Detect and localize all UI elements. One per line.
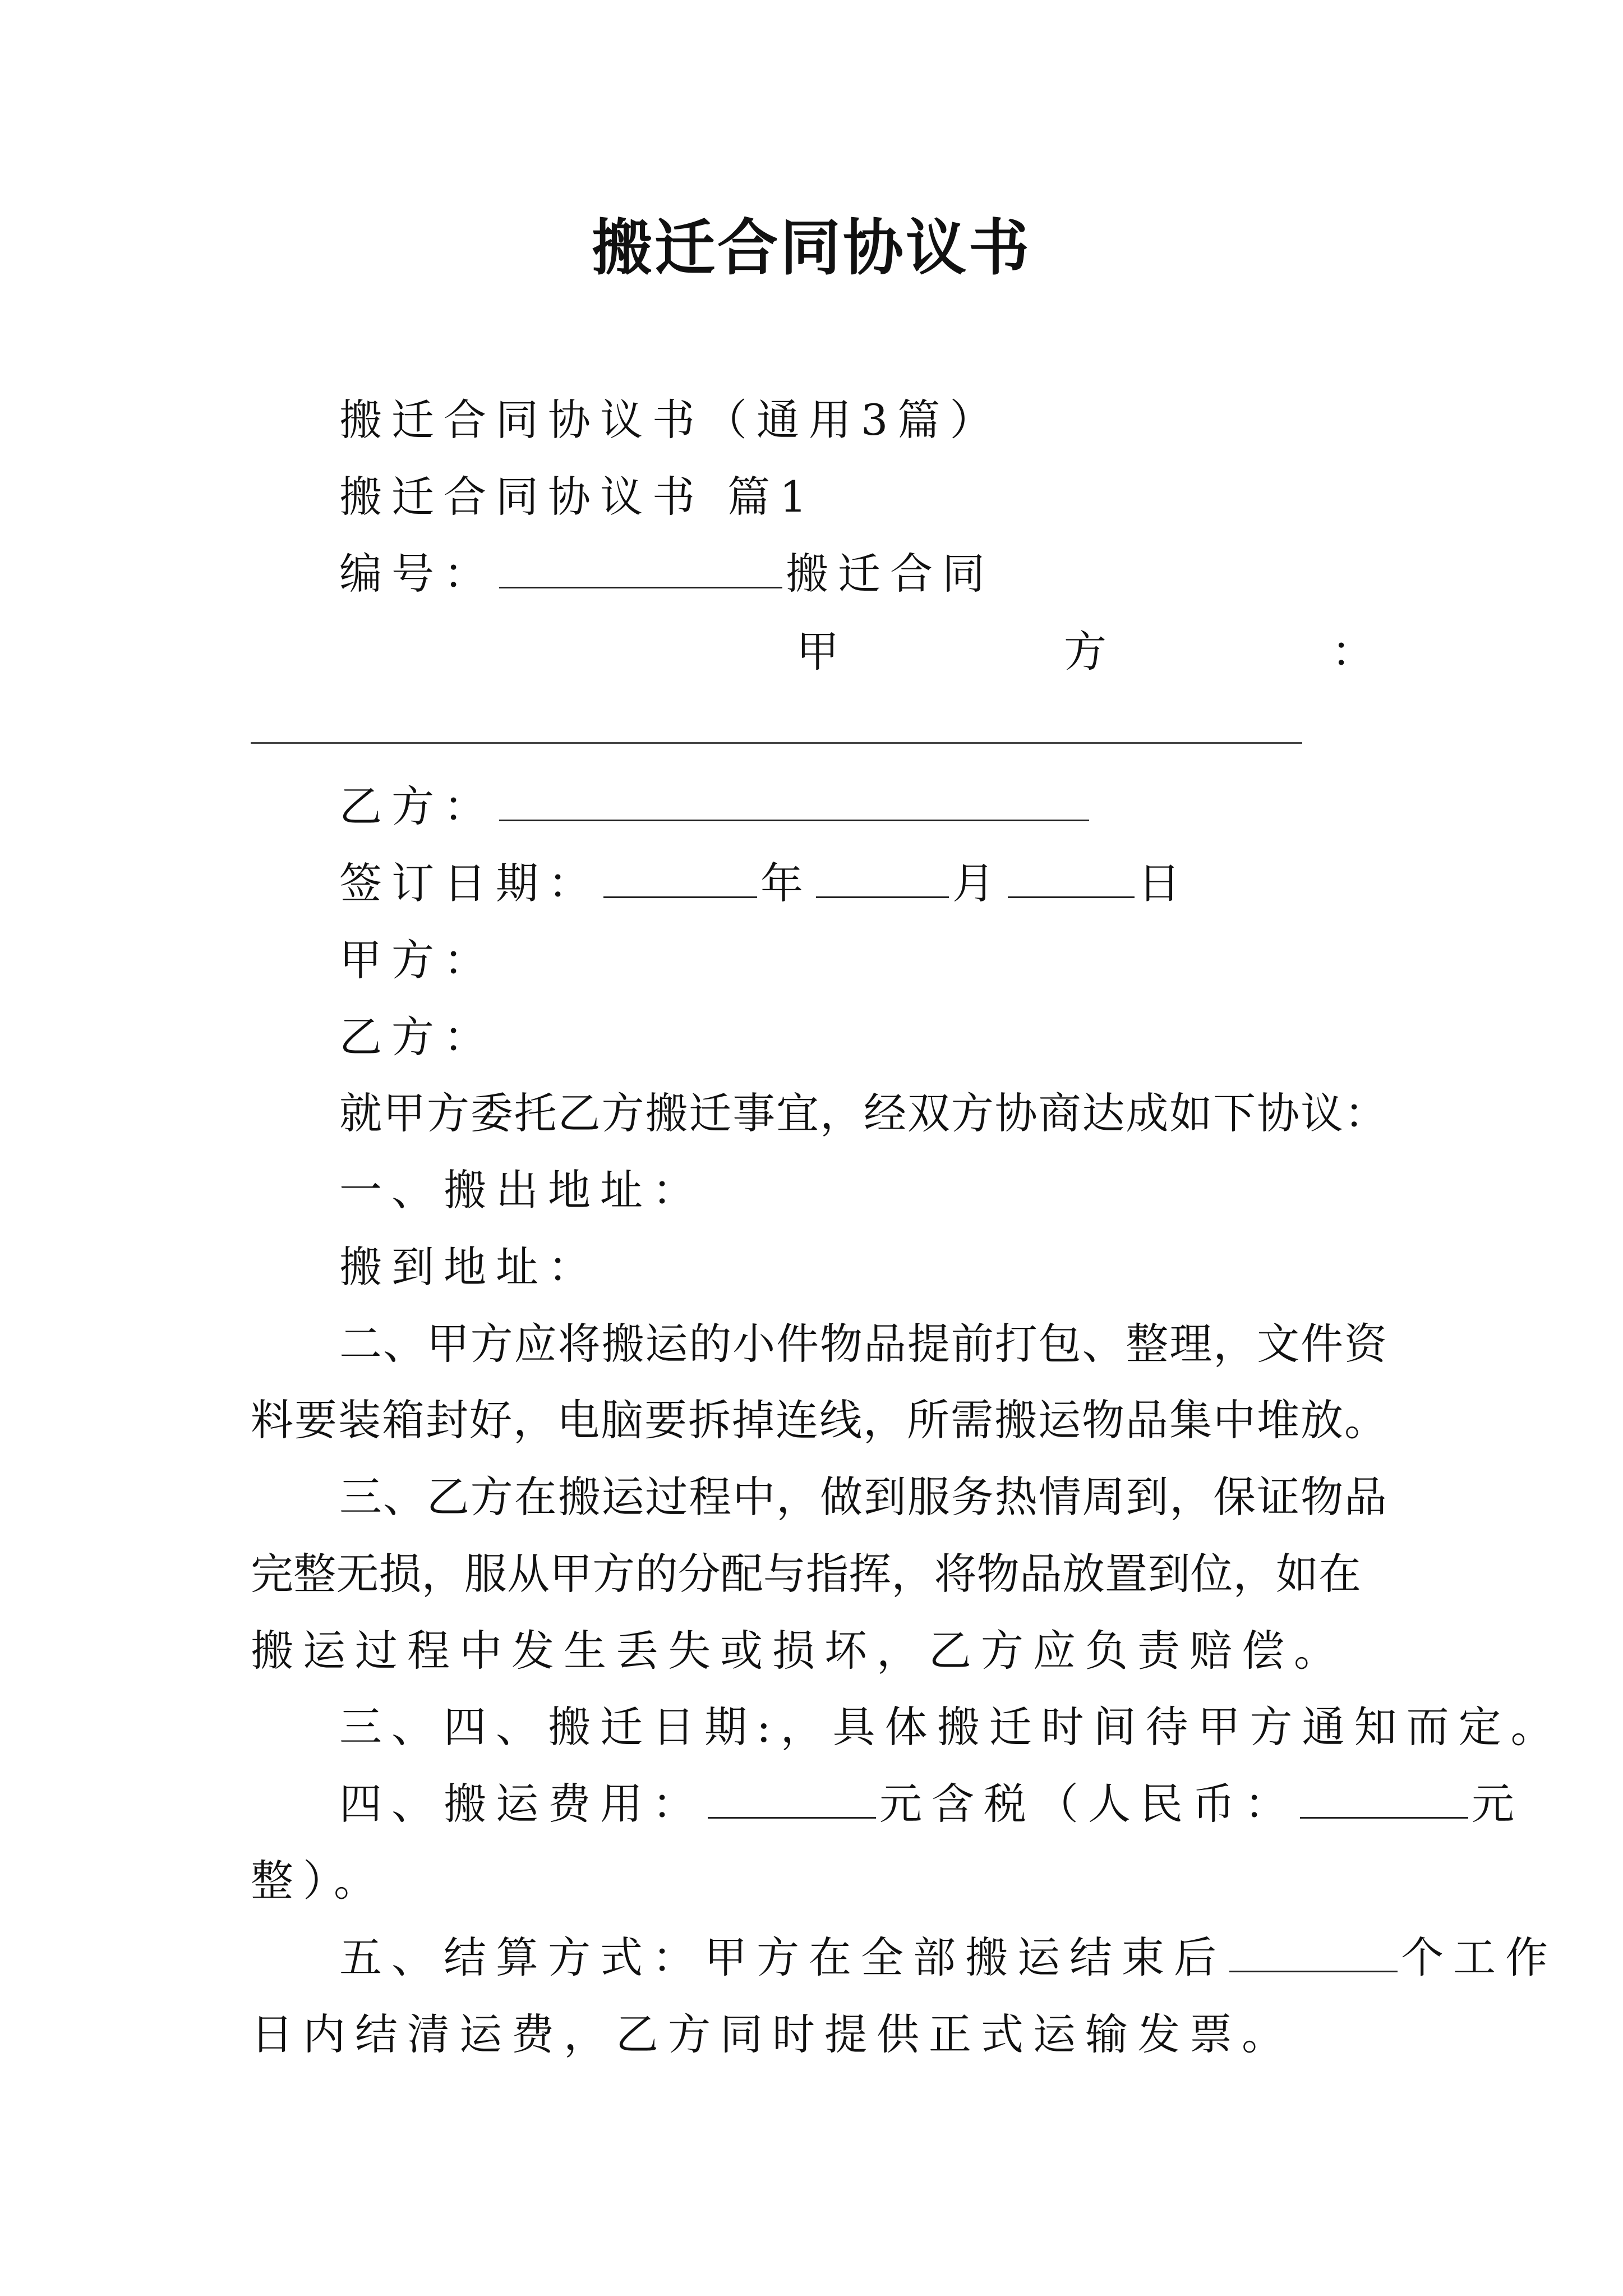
settlement-line — [339, 1927, 1557, 1989]
clause-1-from: 一、搬出地址： — [339, 1165, 704, 1215]
spread-char: 方 — [1064, 627, 1106, 677]
spread-char: ： — [1331, 627, 1374, 677]
fee-rmb-blank — [1300, 1774, 1468, 1819]
settlement-label: 五、结算方式：甲方在全部搬运结束后 — [339, 1932, 1226, 1982]
day-blank — [1008, 854, 1135, 898]
clause-2-line: 料要装箱封好，电脑要拆掉连线，所需搬运物品集中堆放。 — [251, 1395, 1387, 1445]
number-suffix: 搬迁合同 — [786, 549, 994, 599]
clause-3-line: 搬运过程中发生丢失或损坏，乙方应负责赔偿。 — [251, 1626, 1346, 1676]
intro: 就甲方委托乙方搬迁事宜，经双方协商达成如下协议： — [339, 1088, 1387, 1138]
number-label: 编号： — [339, 549, 496, 599]
sign-date-line — [339, 853, 1190, 914]
day-label: 日 — [1138, 858, 1190, 908]
section-heading: 搬迁合同协议书 篇1 — [339, 472, 817, 522]
clause-2-line: 二、甲方应将搬运的小件物品提前打包、整理，文件资 — [339, 1319, 1387, 1369]
number-blank — [499, 544, 782, 588]
document-title: 搬迁合同协议书 — [591, 213, 1031, 283]
clause-3-line: 完整无损，服从甲方的分配与指挥，将物品放置到位，如在 — [251, 1549, 1361, 1599]
fee-label: 四、搬运费用： — [339, 1779, 704, 1829]
month-blank — [816, 854, 949, 898]
clause-1-to: 搬到地址： — [339, 1242, 600, 1292]
clause-3-line: 三、乙方在搬运过程中，做到服务热情周到，保证物品 — [339, 1472, 1387, 1522]
party-a-blank-rule — [251, 742, 1302, 744]
fee-unit: 元 — [1472, 1779, 1524, 1829]
settlement-blank — [1229, 1928, 1398, 1972]
settlement-line-2: 日内结清运费，乙方同时提供正式运输发票。 — [251, 2009, 1294, 2059]
date-label: 签订日期： — [339, 858, 600, 908]
subtitle: 搬迁合同协议书（通用3篇） — [339, 395, 1002, 445]
settlement-unit: 个工作 — [1401, 1932, 1557, 1982]
fee-rmb-label: 元含税（人民币： — [879, 1779, 1297, 1829]
party-a-spread-line — [796, 621, 1374, 683]
contract-number-line — [339, 543, 994, 605]
year-label: 年 — [760, 858, 813, 908]
party-b-blank — [499, 777, 1089, 821]
party-b-line — [339, 776, 1092, 838]
month-label: 月 — [952, 858, 1004, 908]
clause-4: 三、四、搬迁日期:，具体搬迁时间待甲方通知而定。 — [339, 1702, 1563, 1752]
spread-char: 甲 — [796, 627, 839, 677]
party-a: 甲方： — [339, 935, 496, 985]
year-blank — [603, 854, 757, 898]
fee-line — [339, 1773, 1524, 1835]
party-b: 乙方： — [339, 1012, 496, 1062]
fee-line-2: 整）。 — [251, 1856, 386, 1906]
fee-blank — [708, 1774, 876, 1819]
party-b-label: 乙方： — [339, 781, 496, 831]
